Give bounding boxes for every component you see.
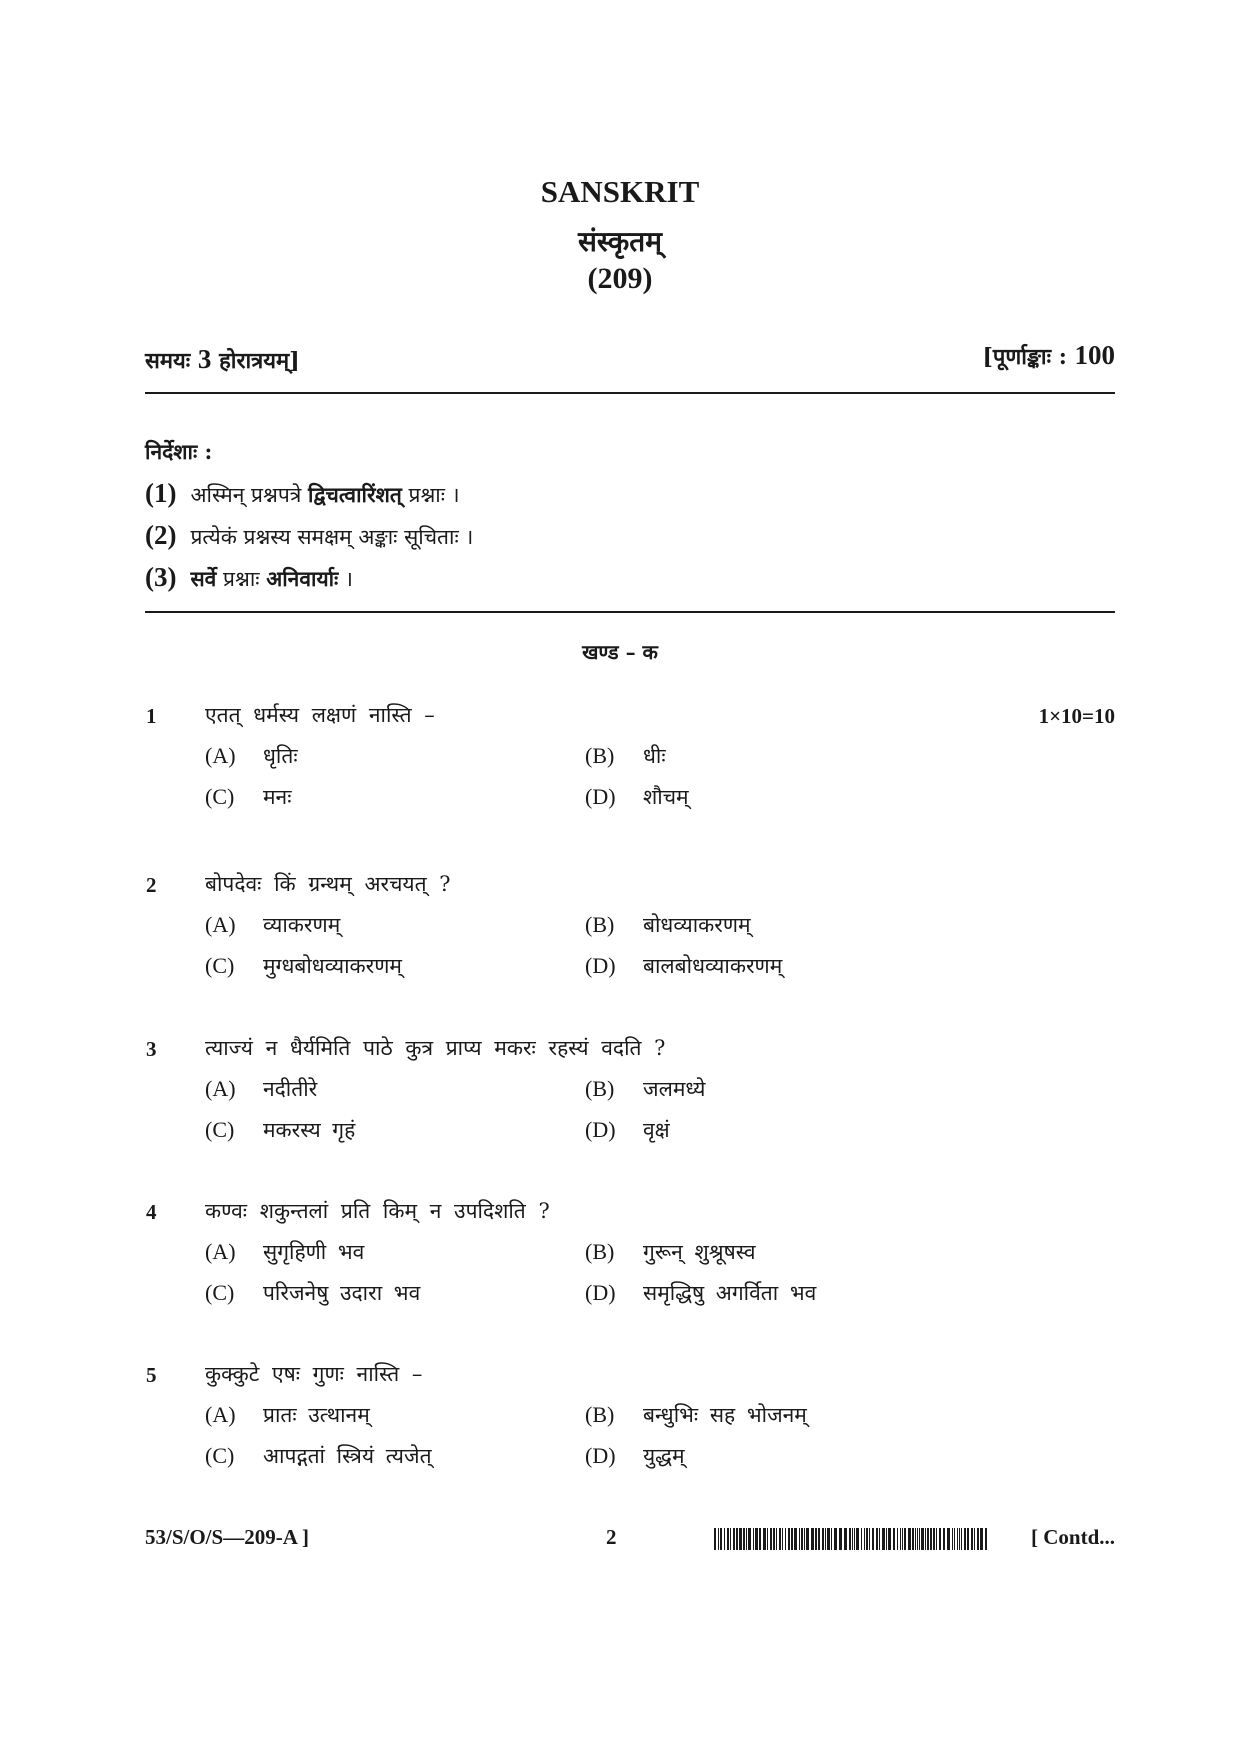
option-label: (D) xyxy=(585,1117,616,1142)
question-number: 3 xyxy=(146,1037,157,1061)
option-label: (B) xyxy=(585,1402,615,1427)
header-rule xyxy=(145,392,1115,394)
instructions-heading: निर्देशाः : xyxy=(145,439,213,464)
option-label: (A) xyxy=(205,1076,236,1101)
option-label: (D) xyxy=(585,1443,616,1468)
option-text: मनः xyxy=(263,785,292,809)
option-d xyxy=(585,1442,685,1470)
option-d xyxy=(585,1279,816,1307)
option-text: बालबोधव्याकरणम् xyxy=(643,954,783,978)
question-number: 5 xyxy=(146,1363,157,1387)
option-a xyxy=(205,1075,317,1103)
paper-code-footer: 53/S/O/S—209-A ] xyxy=(145,1525,309,1549)
subject-code: (209) xyxy=(587,262,653,295)
instructions-rule xyxy=(145,611,1115,613)
instruction-bold-text: द्विचत्वारिंशत् xyxy=(308,482,402,507)
option-label: (B) xyxy=(585,912,615,937)
option-a xyxy=(205,1238,364,1266)
option-text: गुरून् शुश्रूषस्व xyxy=(643,1240,756,1264)
option-text: धृतिः xyxy=(263,744,298,768)
option-text: वृक्षं xyxy=(643,1118,670,1142)
option-text: धीः xyxy=(643,744,666,768)
paper-title-sanskrit: संस्कृतम् xyxy=(577,225,663,258)
option-text: परिजनेषु उदारा भव xyxy=(263,1281,421,1305)
option-label: (C) xyxy=(205,1280,235,1305)
instruction-bold-text: सर्वे xyxy=(190,566,217,591)
marks-value: 100 xyxy=(1074,340,1115,370)
option-label: (C) xyxy=(205,1117,235,1142)
option-text: मुग्धबोधव्याकरणम् xyxy=(263,954,402,978)
paper-title: SANSKRIT xyxy=(540,174,700,209)
option-label: (D) xyxy=(585,1280,616,1305)
instruction-text-end: प्रश्नाः । xyxy=(401,483,460,507)
option-text: बोधव्याकरणम् xyxy=(643,913,751,937)
option-c xyxy=(205,1279,420,1307)
option-text: नदीतीरे xyxy=(263,1077,318,1101)
continued-label: [ Contd... xyxy=(1030,1525,1115,1549)
option-text: युद्धम् xyxy=(643,1444,685,1468)
option-label: (D) xyxy=(585,953,616,978)
instruction-2 xyxy=(145,520,473,551)
section-title: खण्ड – क xyxy=(582,640,658,664)
instruction-text: प्रश्नाः xyxy=(216,567,267,591)
maximum-marks xyxy=(982,340,1115,371)
time-unit: होरात्रयम्] xyxy=(219,348,300,374)
option-a xyxy=(205,911,340,939)
question-number: 4 xyxy=(146,1200,157,1224)
instruction-bold-text-2: अनिवार्याः xyxy=(266,566,339,591)
option-label: (D) xyxy=(585,784,616,809)
question-text: त्याज्यं न धैर्यमिति पाठे कुत्र प्राप्य मकरः रहस्यं वदति ? xyxy=(205,1036,666,1060)
option-label: (C) xyxy=(205,784,235,809)
instruction-3 xyxy=(145,562,353,593)
marks-scheme: 1×10=10 xyxy=(1038,704,1115,728)
option-text: आपद्गतां स्त्रियं त्यजेत् xyxy=(263,1444,432,1468)
time-value: 3 xyxy=(197,344,212,374)
option-b xyxy=(585,1238,756,1266)
option-label: (B) xyxy=(585,743,615,768)
option-b xyxy=(585,1075,705,1103)
question-number: 2 xyxy=(146,873,157,897)
page-number: 2 xyxy=(606,1525,617,1549)
option-b xyxy=(585,742,666,770)
question-text: बोपदेवः किं ग्रन्थम् अरचयत् ? xyxy=(205,872,451,896)
option-c xyxy=(205,1116,355,1144)
option-d xyxy=(585,952,782,980)
option-label: (A) xyxy=(205,1402,236,1427)
option-label: (C) xyxy=(205,1443,235,1468)
option-label: (A) xyxy=(205,912,236,937)
option-label: (B) xyxy=(585,1076,615,1101)
option-text: सुगृहिणी भव xyxy=(263,1240,365,1264)
option-label: (C) xyxy=(205,953,235,978)
option-text: प्रातः उत्थानम् xyxy=(263,1403,370,1427)
instruction-text-end: । xyxy=(338,567,353,591)
instruction-text: प्रत्येकं प्रश्नस्य समक्षम् अङ्काः सूचिताः । xyxy=(190,525,474,549)
option-a xyxy=(205,742,298,770)
option-text: व्याकरणम् xyxy=(263,913,341,937)
time-label: समयः xyxy=(145,348,191,374)
option-label: (A) xyxy=(205,1239,236,1264)
barcode-icon xyxy=(714,1528,988,1550)
marks-label: [पूर्णाङ्काः : xyxy=(982,344,1067,370)
option-text: मकरस्य गृहं xyxy=(263,1118,356,1142)
question-text: एतत् धर्मस्य लक्षणं नास्ति – xyxy=(205,703,435,727)
option-d xyxy=(585,783,689,811)
instruction-number: (1) xyxy=(145,478,177,508)
option-c xyxy=(205,783,291,811)
question-number: 1 xyxy=(146,704,157,728)
question-text: कण्वः शकुन्तलां प्रति किम् न उपदिशति ? xyxy=(205,1199,550,1223)
option-c xyxy=(205,952,402,980)
option-b xyxy=(585,911,751,939)
option-a xyxy=(205,1401,370,1429)
question-text: कुक्कुटे एषः गुणः नास्ति – xyxy=(205,1362,423,1386)
option-text: समृद्धिषु अगर्विता भव xyxy=(643,1281,817,1305)
option-text: बन्धुभिः सह भोजनम् xyxy=(643,1403,807,1427)
instruction-number: (3) xyxy=(145,562,177,592)
option-b xyxy=(585,1401,807,1429)
instruction-number: (2) xyxy=(145,520,177,550)
instruction-text: अस्मिन् प्रश्नपत्रे xyxy=(190,483,309,507)
option-text: शौचम् xyxy=(643,785,689,809)
instruction-1 xyxy=(145,478,460,509)
option-c xyxy=(205,1442,432,1470)
option-label: (B) xyxy=(585,1239,615,1264)
option-label: (A) xyxy=(205,743,236,768)
option-d xyxy=(585,1116,670,1144)
time-allowed xyxy=(145,344,300,375)
option-text: जलमध्ये xyxy=(643,1077,706,1101)
